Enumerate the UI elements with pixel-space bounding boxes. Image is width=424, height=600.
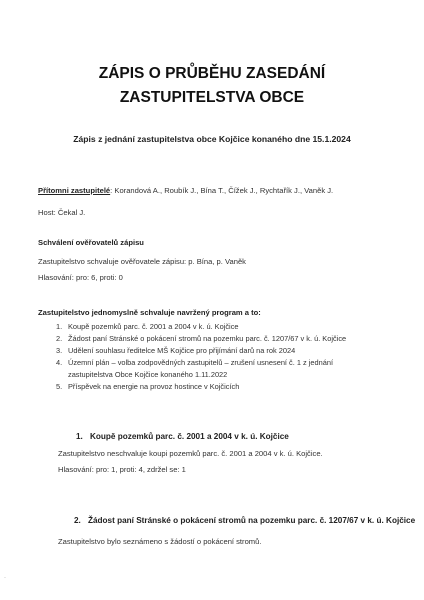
- section-1-heading: [76, 432, 289, 441]
- section-2-heading: [74, 516, 415, 525]
- section-title: Koupě pozemků parc. č. 2001 a 2004 v k. ú. Kojčice: [90, 432, 289, 441]
- verifiers-heading: Schválení ověřovatelů zápisu: [38, 238, 144, 247]
- attendance-label: Přítomni zastupitelé: [38, 186, 111, 195]
- program-item-number: 5.: [56, 382, 63, 391]
- program-heading: Zastupitelstvo jednomyslně schvaluje navržený program a to:: [38, 308, 261, 317]
- attendance-names: : Korandová A., Roubík J., Bína T., Čížek J., Rychtařík J., Vaněk J.: [110, 186, 334, 195]
- program-item-4-continued: [56, 370, 227, 379]
- program-item-1: [56, 322, 239, 331]
- program-item-number: 3.: [56, 346, 63, 355]
- program-item-3: [56, 346, 295, 355]
- program-item-text: Koupě pozemků parc. č. 2001 a 2004 v k. ú. Kojčice: [68, 322, 239, 331]
- program-item-text: Udělení souhlasu ředitelce MŠ Kojčice pro přijímání darů na rok 2024: [68, 346, 296, 355]
- program-item-text: Žádost paní Stránské o pokácení stromů na pozemku parc. č. 1207/67 v k. ú. Kojčice: [68, 334, 347, 343]
- section-1-vote: Hlasování: pro: 1, proti: 4, zdržel se: 1: [58, 465, 186, 474]
- verifiers-text: Zastupitelstvo schvaluje ověřovatele zápisu: p. Bína, p. Vaněk: [38, 257, 246, 266]
- section-2-text: Zastupitelstvo bylo seznámeno s žádostí o pokácení stromů.: [58, 537, 262, 546]
- program-item-number: 1.: [56, 322, 63, 331]
- program-item-number: 2.: [56, 334, 63, 343]
- section-number: 1.: [76, 432, 83, 441]
- program-item-text: zastupitelstva Obce Kojčice konaného 1.11.2022: [68, 370, 228, 379]
- guest-line: Host: Čekal J.: [38, 208, 86, 217]
- program-item-2: [56, 334, 346, 343]
- program-item-5: [56, 382, 239, 391]
- program-item-text: Územní plán – volba zodpovědných zastupitelů – zrušení usnesení č. 1 z jednání: [68, 358, 333, 367]
- section-1-text: Zastupitelstvo neschvaluje koupi pozemků parc. č. 2001 a 2004 v k. ú. Kojčice.: [58, 449, 323, 458]
- document-subtitle: Zápis z jednání zastupitelstva obce Kojčice konaného dne 15.1.2024: [73, 134, 351, 144]
- attendance-line: [38, 186, 333, 195]
- section-title: Žádost paní Stránské o pokácení stromů na pozemku parc. č. 1207/67 v k. ú. Kojčice: [88, 516, 416, 525]
- document-title-line-2: ZASTUPITELSTVA OBCE: [119, 89, 305, 106]
- program-item-number: 4.: [56, 358, 63, 367]
- section-number: 2.: [74, 516, 81, 525]
- program-item-4: [56, 358, 333, 367]
- document-title-line-1: ZÁPIS O PRŮBĚHU ZASEDÁNÍ: [98, 65, 326, 82]
- program-item-text: Příspěvek na energie na provoz hostince v Kojčicích: [68, 382, 240, 391]
- scan-dot: ·: [4, 575, 6, 581]
- verifiers-vote: Hlasování: pro: 6, proti: 0: [38, 273, 123, 282]
